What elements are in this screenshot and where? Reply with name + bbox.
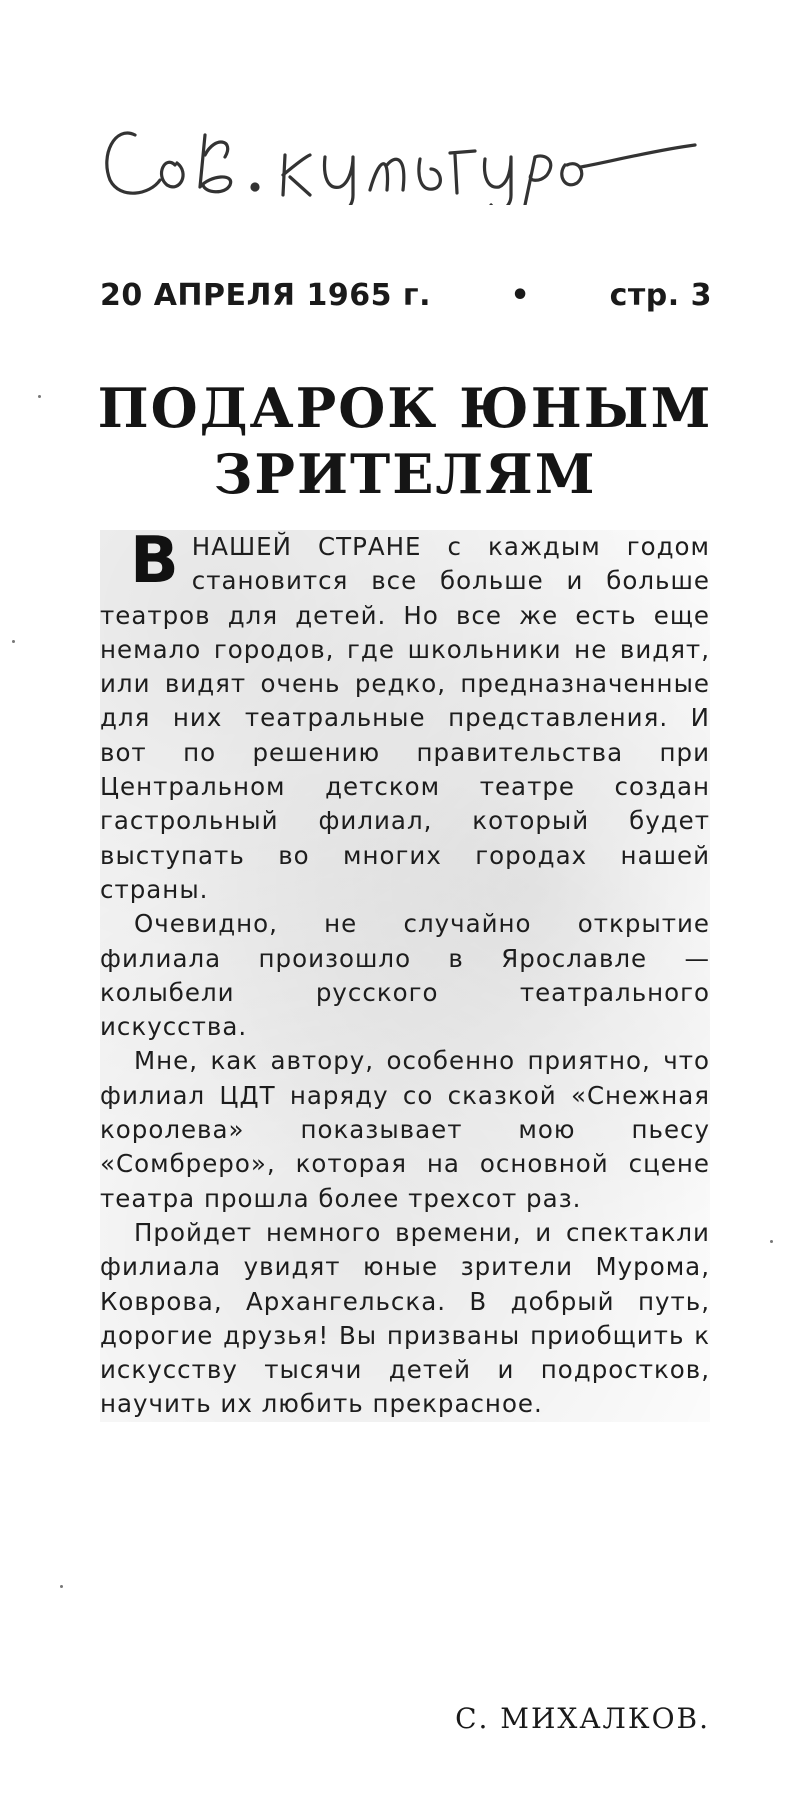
article-paragraph-1 xyxy=(100,524,710,907)
author-signature: С. МИХАЛКОВ. xyxy=(455,1702,710,1735)
print-speck xyxy=(770,1240,773,1243)
handwritten-source-note xyxy=(95,95,715,205)
print-speck xyxy=(60,1585,63,1588)
page-number: стр. 3 xyxy=(609,278,712,313)
article-paragraph-4: Пройдет немного времени, и спектакли филиала увидят юные зрители Мурома, Коврова, Архангельска. В добрый путь, дорогие друзья! Вы призваны приобщить к искусству тысячи детей и подростков, научить их любить прекрасное. xyxy=(100,1217,710,1419)
handwritten-signature-image xyxy=(95,95,715,205)
dateline xyxy=(100,278,712,313)
article-paragraph-2: Очевидно, не случайно открытие филиала произошло в Ярославле — колыбели русского театрального искусства. xyxy=(100,909,710,1042)
headline-line-1: ПОДАРОК ЮНЫМ xyxy=(97,376,713,440)
print-speck xyxy=(12,640,15,643)
print-speck xyxy=(38,395,41,398)
article-paragraph-3: Мне, как автору, особенно приятно, что филиал ЦДТ наряду со сказкой «Снежная королева» показывает мою пьесу «Сомбреро», которая на основной сцене театра прошла более трехсот раз. xyxy=(100,1046,710,1213)
article-headline xyxy=(95,375,715,507)
drop-cap: В xyxy=(130,524,180,598)
publication-date: 20 АПРЕЛЯ 1965 г. xyxy=(100,278,431,313)
dateline-separator: • xyxy=(510,278,531,313)
paragraph-text: НАШЕЙ СТРАНЕ с каждым годом становится все больше и больше театров для детей. Но все же есть еще немало городов, где школьники не видят, или видят очень редко, предназначенные для них театральные представления. И вот по решению правительства при Центральном детском театре создан гастрольный филиал, который будет выступать во многих городах нашей страны. xyxy=(100,532,710,904)
headline-line-2: ЗРИТЕЛЯМ xyxy=(213,442,597,506)
article-body xyxy=(100,524,710,1422)
